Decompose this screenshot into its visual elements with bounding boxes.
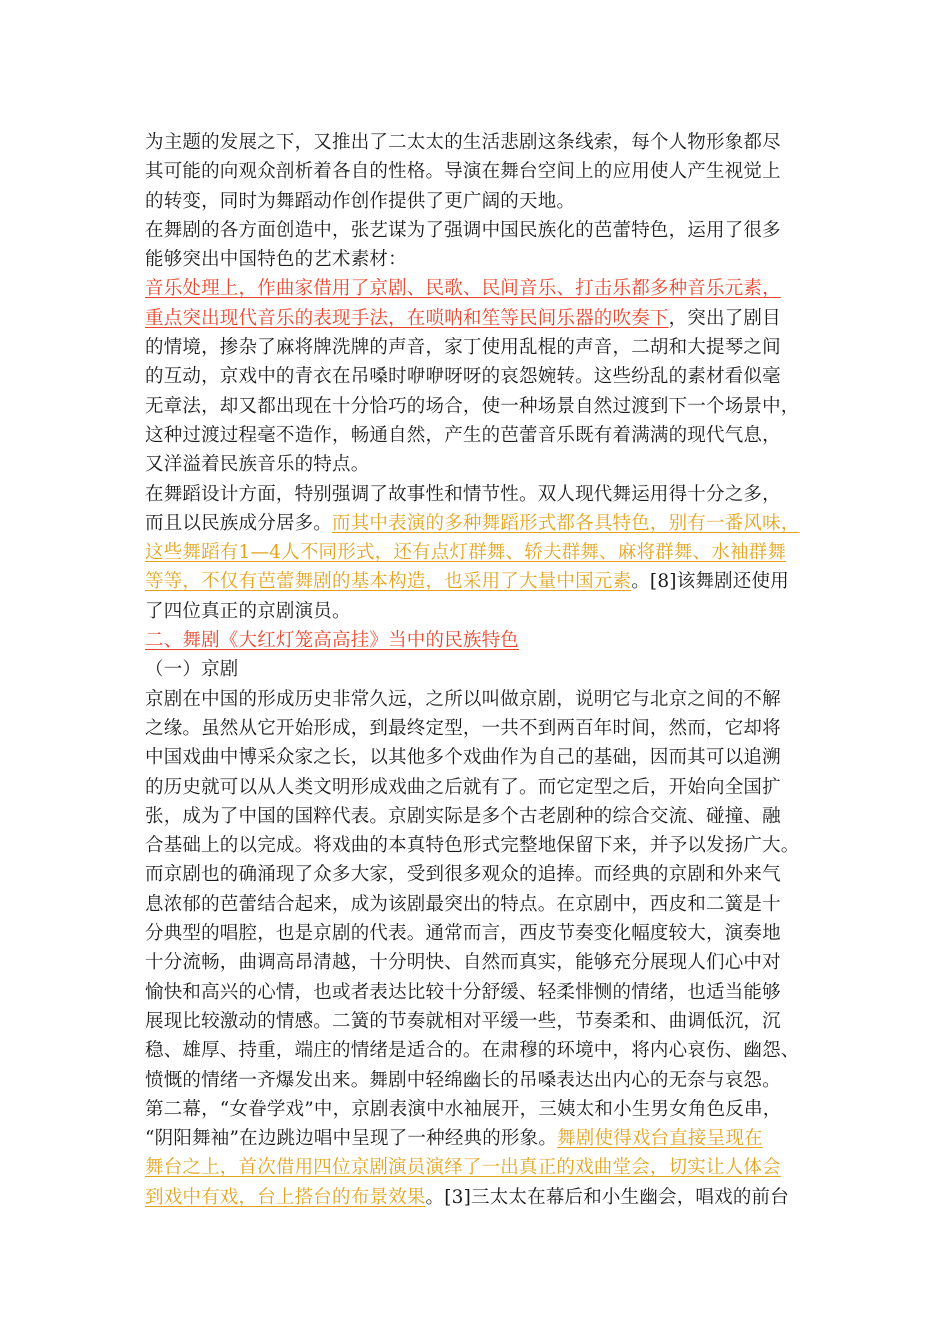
text-segment: 能够突出中国特色的艺术素材： xyxy=(145,249,407,271)
text-line xyxy=(145,773,810,802)
text-segment: 第二幕，“女眷学戏”中，京剧表演中水袖展开，三姨太和小生男女角色反串， xyxy=(145,1098,782,1120)
text-segment: 在舞蹈设计方面，特别强调了故事性和情节性。双人现代舞运用得十分之多， xyxy=(145,483,781,505)
highlighted-text: 舞台之上，首次借用四位京剧演员演绎了一出真正的戏曲堂会，切实让人体会 xyxy=(145,1157,781,1179)
text-line xyxy=(145,128,810,157)
text-segment: 而京剧也的确涌现了众多大家，受到很多观众的追捧。而经典的京剧和外来气 xyxy=(145,864,781,886)
text-segment: 而且以民族成分居多。 xyxy=(145,512,333,534)
text-segment: 分典型的唱腔，也是京剧的代表。通常而言，西皮节奏变化幅度较大，演奏地 xyxy=(145,923,781,945)
text-segment: 愉快和高兴的心情，也或者表达比较十分舒缓、轻柔悱恻的情绪，也适当能够 xyxy=(145,981,781,1003)
text-line xyxy=(145,567,810,596)
text-segment: 的转变，同时为舞蹈动作创作提供了更广阔的天地。 xyxy=(145,190,576,212)
highlighted-text: 舞剧使得戏台直接呈现在 xyxy=(557,1128,763,1150)
highlighted-text: 等等，不仅有芭蕾舞剧的基本构造，也采用了大量中国元素 xyxy=(145,571,632,593)
text-line xyxy=(145,655,810,684)
text-line xyxy=(145,714,810,743)
text-line xyxy=(145,743,810,772)
text-segment: “阴阳舞袖”在边跳边唱中呈现了一种经典的形象。 xyxy=(145,1128,558,1150)
text-segment: 这种过渡过程毫不造作，畅通自然，产生的芭蕾音乐既有着满满的现代气息， xyxy=(145,424,781,446)
text-line xyxy=(145,450,810,479)
text-line xyxy=(145,392,810,421)
highlighted-text: 重点突出现代音乐的表现手法，在唢呐和笙等民间乐器的吹奏下 xyxy=(145,307,669,329)
text-line xyxy=(145,685,810,714)
text-line xyxy=(145,597,810,626)
text-line xyxy=(145,187,810,216)
text-segment: 无章法，却又都出现在十分恰巧的场合，使一种场景自然过渡到下一个场景中， xyxy=(145,395,800,417)
text-segment: 其可能的向观众剖析着各自的性格。导演在舞台空间上的应用使人产生视觉上 xyxy=(145,161,781,183)
text-segment: 的互动，京戏中的青衣在吊嗓时咿咿呀呀的哀怨婉转。这些纷乱的素材看似毫 xyxy=(145,366,781,388)
highlighted-text: 二、舞剧《大红灯笼高高挂》当中的民族特色 xyxy=(145,630,520,652)
text-segment: 又洋溢着民族音乐的特点。 xyxy=(145,454,370,476)
text-line xyxy=(145,1124,810,1153)
text-line xyxy=(145,1183,810,1212)
text-segment: 。[3]三太太在幕后和小生幽会，唱戏的前台 xyxy=(425,1186,789,1208)
text-line xyxy=(145,216,810,245)
text-line xyxy=(145,304,810,333)
text-line xyxy=(145,948,810,977)
text-line xyxy=(145,978,810,1007)
text-segment: 稳、雄厚、持重，端庄的情绪是适合的。在肃穆的环境中，将内心哀伤、幽怨、 xyxy=(145,1040,800,1062)
text-line xyxy=(145,1066,810,1095)
text-line xyxy=(145,890,810,919)
text-segment: 展现比较激动的情感。二簧的节奏就相对平缓一些，节奏柔和、曲调低沉，沉 xyxy=(145,1010,781,1032)
text-line xyxy=(145,274,810,303)
text-line xyxy=(145,1095,810,1124)
text-segment: 十分流畅，曲调高昂清越，十分明快、自然而真实，能够充分展现人们心中对 xyxy=(145,952,781,974)
highlighted-text: 这些舞蹈有1—4人不同形式，还有点灯群舞、轿夫群舞、麻将群舞、水袖群舞 xyxy=(145,542,787,564)
text-line xyxy=(145,802,810,831)
text-segment: 。[8]该舞剧还使用 xyxy=(631,571,789,593)
text-segment: 中国戏曲中博采众家之长，以其他多个戏曲作为自己的基础，因而其可以追溯 xyxy=(145,747,781,769)
text-line xyxy=(145,333,810,362)
text-line xyxy=(145,919,810,948)
text-segment: 之缘。虽然从它开始形成，到最终定型，一共不到两百年时间，然而，它却将 xyxy=(145,717,781,739)
text-line xyxy=(145,421,810,450)
text-segment: 息浓郁的芭蕾结合起来，成为该剧最突出的特点。在京剧中，西皮和二簧是十 xyxy=(145,893,781,915)
text-line xyxy=(145,626,810,655)
text-segment: 张，成为了中国的国粹代表。京剧实际是多个古老剧种的综合交流、碰撞、融 xyxy=(145,805,781,827)
text-segment: 愤慨的情绪一齐爆发出来。舞剧中轻绵幽长的吊嗓表达出内心的无奈与哀怨。 xyxy=(145,1069,781,1091)
text-line xyxy=(145,480,810,509)
text-segment: 的情境，掺杂了麻将牌洗牌的声音，家丁使用乱棍的声音，二胡和大提琴之间 xyxy=(145,337,781,359)
text-line xyxy=(145,509,810,538)
text-line xyxy=(145,362,810,391)
text-segment: 合基础上的以完成。将戏曲的本真特色形式完整地保留下来，并予以发扬广大。 xyxy=(145,835,800,857)
document-body xyxy=(145,128,810,1212)
text-line xyxy=(145,860,810,889)
text-line xyxy=(145,245,810,274)
text-line xyxy=(145,1153,810,1182)
text-line xyxy=(145,157,810,186)
text-segment: 在舞剧的各方面创造中，张艺谋为了强调中国民族化的芭蕾特色，运用了很多 xyxy=(145,219,781,241)
text-segment: 京剧在中国的形成历史非常久远，之所以叫做京剧，说明它与北京之间的不解 xyxy=(145,688,781,710)
highlighted-text: 而其中表演的多种舞蹈形式都各具特色，别有一番风味， xyxy=(332,512,800,534)
highlighted-text: 到戏中有戏，台上搭台的布景效果 xyxy=(145,1186,426,1208)
text-segment: 了四位真正的京剧演员。 xyxy=(145,600,351,622)
text-line xyxy=(145,538,810,567)
text-segment: 为主题的发展之下，又推出了二太太的生活悲剧这条线索，每个人物形象都尽 xyxy=(145,132,781,153)
text-segment: （一）京剧 xyxy=(145,659,239,681)
text-segment: ，突出了剧目 xyxy=(668,307,781,329)
text-segment: 的历史就可以从人类文明形成戏曲之后就有了。而它定型之后，开始向全国扩 xyxy=(145,776,781,798)
text-line xyxy=(145,831,810,860)
text-line xyxy=(145,1036,810,1065)
text-line xyxy=(145,1007,810,1036)
highlighted-text: 音乐处理上，作曲家借用了京剧、民歌、民间音乐、打击乐都多种音乐元素， xyxy=(145,278,781,300)
